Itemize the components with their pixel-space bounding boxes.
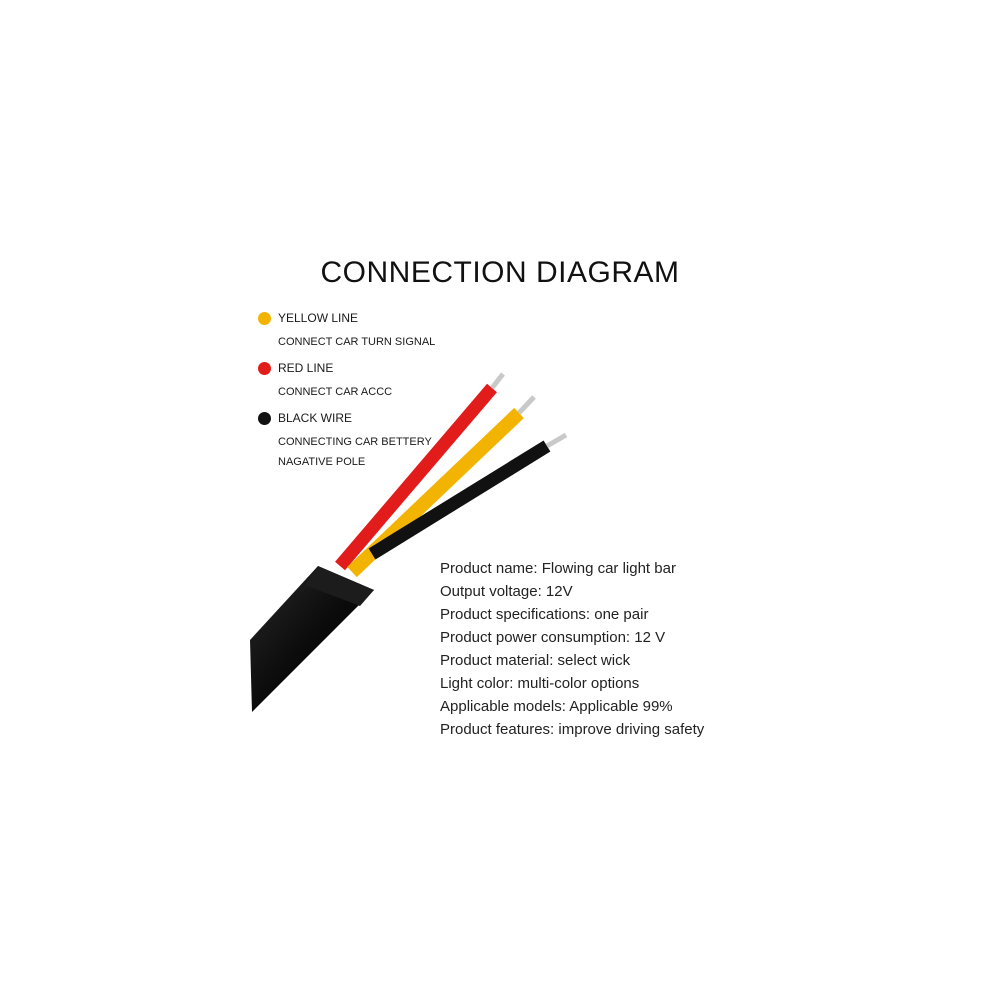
spec-line: Applicable models: Applicable 99% — [440, 698, 673, 715]
yellow-dot-icon — [258, 312, 271, 325]
black-wire-tip — [547, 435, 566, 446]
legend-name: YELLOW LINE — [278, 311, 359, 325]
spec-line: Product features: improve driving safety — [440, 721, 705, 738]
black-dot-icon — [258, 412, 271, 425]
spec-line: Light color: multi-color options — [440, 675, 640, 692]
spec-line: Output voltage: 12V — [440, 583, 573, 600]
spec-line: Product material: select wick — [440, 652, 631, 669]
legend-desc: CONNECT CAR TURN SIGNAL — [278, 336, 436, 348]
yellow-wire-tip — [519, 397, 534, 413]
legend-desc: CONNECTING CAR BETTERY — [278, 436, 432, 448]
legend-name: BLACK WIRE — [278, 411, 353, 425]
legend-desc: CONNECT CAR ACCC — [278, 386, 393, 398]
legend-desc-2: NAGATIVE POLE — [278, 456, 366, 468]
spec-line: Product specifications: one pair — [440, 606, 649, 623]
spec-line: Product power consumption: 12 V — [440, 629, 666, 646]
legend-name: RED LINE — [278, 361, 334, 375]
red-wire-tip — [492, 374, 503, 388]
diagram-title: CONNECTION DIAGRAM — [320, 256, 680, 289]
red-wire — [340, 388, 492, 566]
red-dot-icon — [258, 362, 271, 375]
product-specs — [430, 553, 714, 747]
spec-line: Product name: Flowing car light bar — [440, 560, 676, 577]
